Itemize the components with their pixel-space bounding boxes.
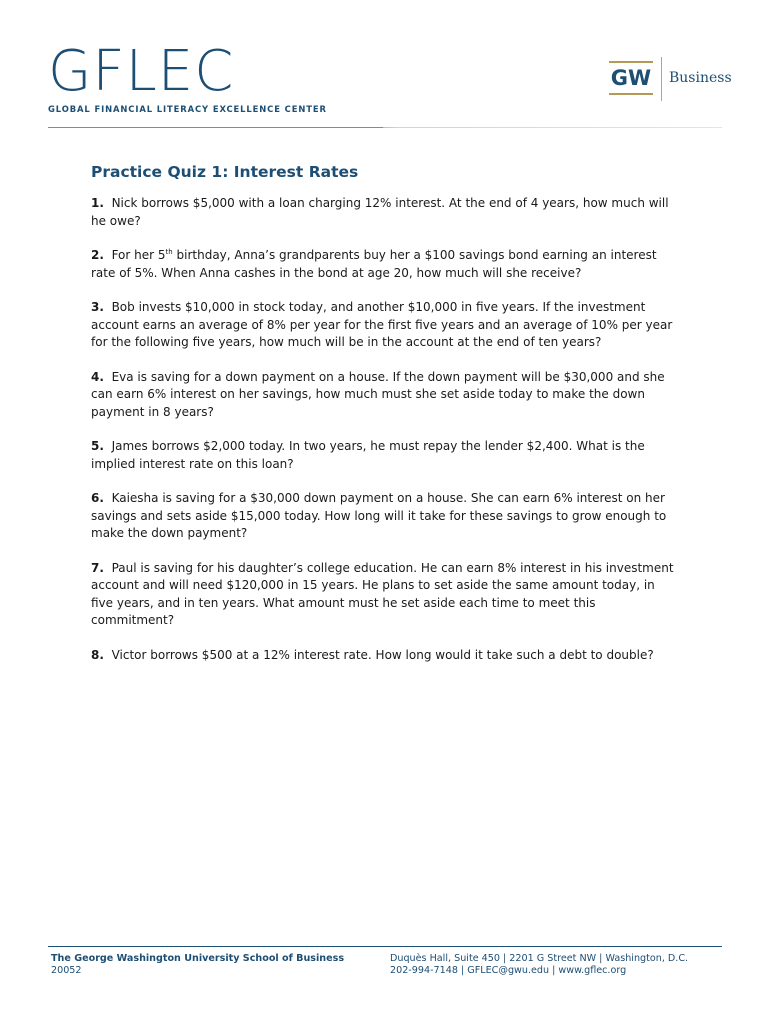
footer-contact <box>390 953 720 977</box>
question-number: 5. <box>91 439 104 453</box>
footer-school <box>51 953 381 977</box>
question-7 <box>91 560 679 630</box>
question-5 <box>91 438 679 473</box>
school-name: The George Washington University School of Business <box>51 953 345 964</box>
question-list <box>91 195 679 681</box>
ordinal-superscript: th <box>165 248 173 256</box>
question-4 <box>91 369 679 422</box>
gw-business-label: Business <box>669 70 732 86</box>
gw-logo-top-bar <box>609 61 653 63</box>
footer-address: Duquès Hall, Suite 450 | 2201 G Street NW | Washington, D.C. <box>390 953 689 964</box>
question-text: Paul is saving for his daughter’s college education. He can earn 8% interest in his investment account and will need $120,000 in 15 years. He plans to set aside the same amount today, in five years, and in ten years. What amount must he set aside each time to meet this commitment? <box>91 560 674 627</box>
footer-rule <box>48 946 722 947</box>
question-6 <box>91 490 679 543</box>
question-number: 1. <box>91 196 104 210</box>
question-text: Eva is saving for a down payment on a house. If the down payment will be $30,000 and she can earn 6% interest on her savings, how much must she set aside today to make the down payment in 8 years? <box>91 369 665 419</box>
question-text: Victor borrows $500 at a 12% interest rate. How long would it take such a debt to double? <box>111 647 654 662</box>
school-zip: 20052 <box>51 965 82 976</box>
question-text: Kaiesha is saving for a $30,000 down payment on a house. She can earn 6% interest on her savings and sets aside $15,000 today. How long will it take for these savings to grow enough to make the down payment? <box>91 491 667 540</box>
question-2 <box>91 247 679 282</box>
question-text: James borrows $2,000 today. In two years, he must repay the lender $2,400. What is the implied interest rate on this loan? <box>91 439 645 471</box>
question-number: 2. <box>91 248 104 262</box>
logo-text: GFLEC <box>48 39 235 104</box>
question-text: Bob invests $10,000 in stock today, and another $10,000 in five years. If the investment account earns an average of 8% per year for the first five years and an average of 10% per year for the following five years, how much will be in the account at the end of ten years? <box>91 300 673 349</box>
question-number: 4. <box>91 369 104 384</box>
question-number: 7. <box>91 560 104 575</box>
question-8 <box>91 647 679 665</box>
question-number: 3. <box>91 300 104 314</box>
gw-logo-bottom-bar <box>609 93 653 95</box>
question-text-end: birthday, Anna’s grandparents buy her a $100 savings bond earning an interest rate of 5%. When Anna cashes in the bond at age 20, how much will she receive? <box>91 248 657 280</box>
question-3 <box>91 299 679 352</box>
question-text: Nick borrows $5,000 with a loan charging 12% interest. At the end of 4 years, how much will he owe? <box>91 196 669 228</box>
logo-subtitle: GLOBAL FINANCIAL LITERACY EXCELLENCE CENTER <box>48 104 327 114</box>
footer-contact-line: 202-994-7148 | GFLEC@gwu.edu | www.gflec.org <box>390 965 627 976</box>
logo-divider <box>661 57 662 101</box>
gflec-logo <box>48 39 327 114</box>
question-number: 8. <box>91 647 104 662</box>
quiz-title: Practice Quiz 1: Interest Rates <box>91 163 359 181</box>
header-rule-accent <box>48 127 383 128</box>
gw-logo <box>609 61 653 97</box>
question-1 <box>91 195 679 230</box>
gw-logo-letters: GW <box>610 66 652 90</box>
question-number: 6. <box>91 491 104 505</box>
question-text-start: For her 5 <box>111 248 166 262</box>
